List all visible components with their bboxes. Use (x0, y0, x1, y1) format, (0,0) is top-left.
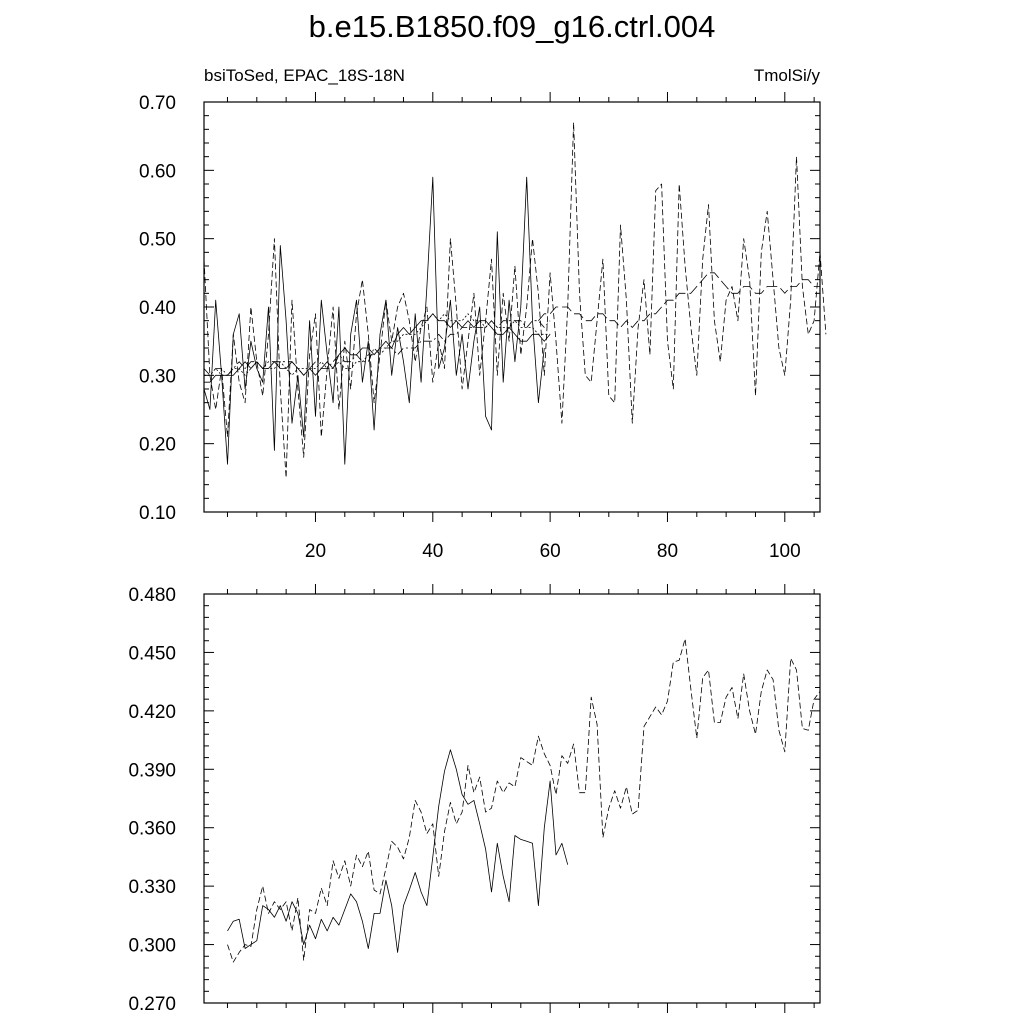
series-line-6-long-dash (538, 273, 820, 328)
figure-title: b.e15.B1850.f09_g16.ctrl.004 (308, 9, 716, 44)
y-tick-label: 0.60 (139, 161, 176, 183)
x-tick-label: 100 (768, 541, 801, 562)
y-tick-label: 0.300 (128, 935, 176, 957)
y-tick-label: 0.10 (139, 503, 176, 524)
y-tick-label: 0.450 (128, 643, 176, 665)
y-tick-label: 0.20 (139, 434, 176, 456)
top-right-label: TmolSi/y (753, 66, 820, 85)
y-tick-label: 0.420 (128, 701, 176, 723)
x-tick-label: 40 (422, 541, 444, 562)
y-tick-label: 0.480 (128, 585, 176, 606)
y-tick-label: 0.390 (128, 760, 176, 782)
y-tick-label: 0.270 (128, 994, 176, 1015)
y-tick-label: 0.360 (128, 818, 176, 840)
series-line-1-solid (228, 750, 568, 953)
y-tick-label: 0.40 (139, 298, 176, 319)
bottom-panel (128, 584, 820, 1015)
top-panel (139, 66, 826, 562)
y-tick-label: 0.30 (139, 366, 176, 388)
plot-frame (204, 594, 820, 1003)
x-tick-label: 20 (304, 541, 327, 562)
series-line-4-solid-smooth (204, 314, 550, 382)
x-tick-label: 60 (539, 541, 561, 562)
top-left-label: bsiToSed, EPAC_18S-18N (204, 66, 405, 85)
y-tick-label: 0.330 (128, 877, 176, 899)
series-line-2-dashed (228, 639, 821, 962)
x-tick-label: 80 (656, 541, 679, 562)
series-line-2-dashed (204, 123, 826, 478)
y-tick-label: 0.70 (139, 93, 176, 114)
y-tick-label: 0.50 (139, 229, 176, 251)
series-line-1-solid (204, 177, 544, 464)
